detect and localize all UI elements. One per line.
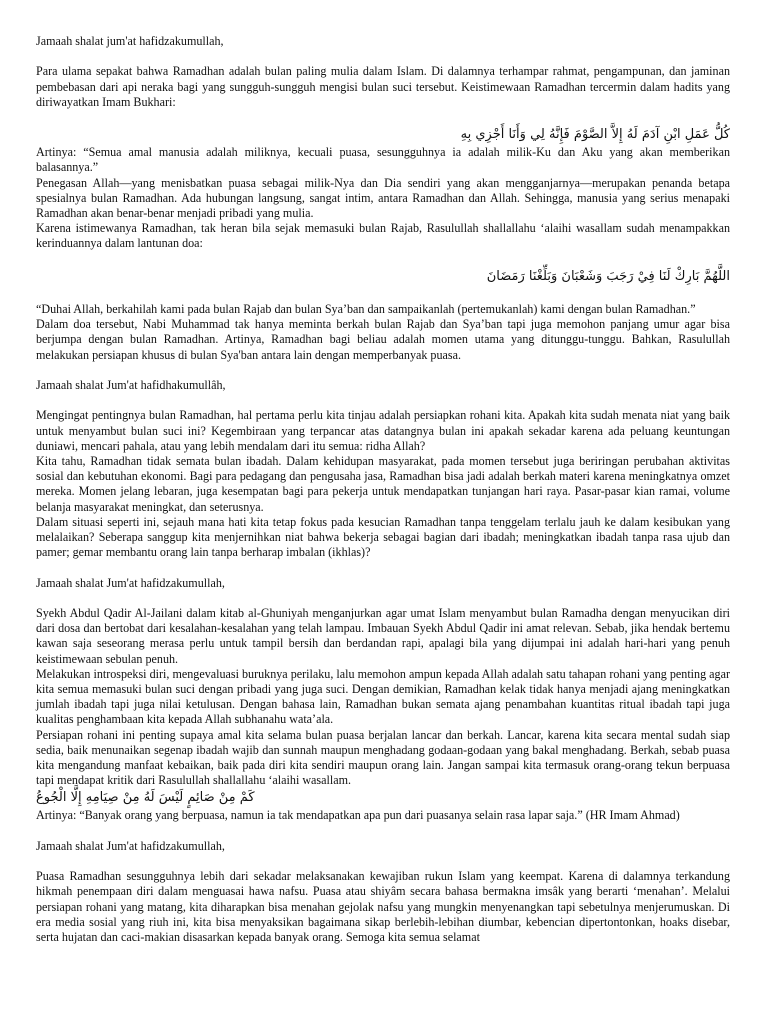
body-paragraph: Karena istimewanya Ramadhan, tak heran bila sejak memasuki bulan Rajab, Rasulullah shallallahu ‘alaihi wasallam sudah menampakkan kerinduannya dalam lantunan doa:	[36, 221, 730, 251]
paragraph-gap	[36, 49, 730, 64]
body-paragraph: Penegasan Allah—yang menisbatkan puasa sebagai milik-Nya dan Dia sendiri yang akan mengganjarnya—merupakan penanda betapa spesialnya bulan Ramadhan. Ada hubungan langsung, sangat intim, antara Ramadhan dan Allah. Sehingga, manusia yang serius menapaki Ramadhan akan benar-benar menjadi pribadi yang mulia.	[36, 175, 730, 220]
paragraph-gap	[36, 854, 730, 869]
paragraph-gap	[36, 393, 730, 408]
body-paragraph: Mengingat pentingnya bulan Ramadhan, hal pertama perlu kita tinjau adalah persiapkan rohani kita. Apakah kita sudah menata niat yang baik untuk menyambut bulan suci ini? Kegembiraan yang terpancar atas datangnya bulan ini apakah sekadar karena ada peluang keuntungan duniawi, mencari pahala, atau yang lebih mendalam dari itu semua: ridha Allah?	[36, 408, 730, 453]
paragraph-gap	[36, 824, 730, 839]
paragraph-gap	[36, 252, 730, 267]
body-paragraph: Syekh Abdul Qadir Al-Jailani dalam kitab al-Ghuniyah menganjurkan agar umat Islam menyambut bulan Ramadha dengan menyucikan diri dari dosa dan bertobat dari kesalahan-kesalahan yang telah lampau. Imbauan Syekh Abdul Qadir ini amat relevan. Sebab, jika hendak bertemu kawan saja seseorang merasa perlu untuk tampil bersih dan berdandan rapi, apalagi bila yang dijumpai ini adalah hari-hari yang penuh keistimewaan sebulan penuh.	[36, 605, 730, 666]
paragraph-gap	[36, 591, 730, 606]
body-paragraph: Dalam situasi seperti ini, sejauh mana hati kita tetap fokus pada kesucian Ramadhan tanpa tenggelam terlalu jauh ke dalam kesibukan yang melalaikan? Seberapa sanggup kita menjernihkan niat bahwa bekerja sebagai bagian dari ibadah; meningkatkan ibadah tanpa rasa ujub dan pamer; gemar membantu orang lain tanpa berharap imbalan (ikhlas)?	[36, 514, 730, 560]
body-paragraph: Persiapan rohani ini penting supaya amal kita selama bulan puasa berjalan lancar dan berkah. Lancar, karena kita secara mental sudah siap sedia, baik menunaikan segenap ibadah wajib dan sunnah maupun menghadang godaan-godaan yang bakal menghadang. Berkah, sebab puasa kita mengandung manfaat kebaikan, baik pada diri kita sendiri maupun orang lain. Jangan sampai kita termasuk orang-orang tekun berpuasa tapi mendapat kritik dari Rasulullah shallallahu ‘alaihi wasallam.	[36, 727, 730, 788]
greeting-paragraph: Jamaah shalat Jum'at hafidzakumullah,	[36, 575, 225, 590]
greeting-paragraph: Jamaah shalat Jum'at hafidhakumullâh,	[36, 377, 226, 392]
paragraph-gap	[36, 110, 730, 125]
body-paragraph: Puasa Ramadhan sesungguhnya lebih dari sekadar melaksanakan kewajiban rukun Islam yang keempat. Karena di dalamnya terkandung hikmah penempaan diri dalam menguasai hawa nafsu. Puasa atau shiyâm secara bahasa bermakna imsâk yang berarti ‘menahan’. Melalui persiapan rohani yang matang, kita diharapkan bisa menahan gejolak nafsu yang mungkin menyenangkan tapi sebetulnya menjerumuskan. Di era media sosial yang riuh ini, kita bisa menyaksikan bagaimana sikap berlebih-lebihan diumbar, kebencian dipertontonkan, hoaks disebar, serta hujatan dan caci-makian disasarkan kepada banyak orang. Semoga kita semua selamat	[36, 869, 730, 945]
arabic-hadith: كُلُّ عَمَلِ ابْنِ آدَمَ لَهُ إِلاَّ الصَّوْمَ فَإِنَّهُ لِي وَأَنَا أَجْزِي بِهِ	[460, 127, 730, 143]
translation-paragraph: “Duhai Allah, berkahilah kami pada bulan Rajab dan bulan Sya’ban dan sampaikanlah (pertemukanlah) kami dengan bulan Ramadhan.”	[36, 301, 696, 316]
arabic-hadith: كَمْ مِنْ صَائِمٍ لَيْسَ لَهُ مِنْ صِيَامِهِ إِلَّا الْجُوعُ	[36, 790, 255, 806]
body-paragraph: Melakukan introspeksi diri, mengevaluasi buruknya perilaku, lalu memohon ampun kepada Allah adalah satu tahapan rohani yang penting agar kita semua memasuki bulan suci dengan pribadi yang juga suci. Dengan demikian, Ramadhan kelak tidak hanya menjadi ajang meningkatkan jumlah ibadah tapi juga nilai ketulusan. Dengan bahasa lain, Ramadhan bukan semata ajang penambahan kuantitas ritual ibadah tapi juga kualitas penghambaan kita kepada Allah subhanahu wata’ala.	[36, 666, 730, 727]
paragraph-gap	[36, 363, 730, 378]
arabic-prayer: اللَّهُمَّ بَارِكْ لَنَا فِيْ رَجَبَ وَشَعْبَانَ وَبَلِّغْنَا رَمَضَانَ	[486, 268, 730, 284]
body-paragraph: Para ulama sepakat bahwa Ramadhan adalah bulan paling mulia dalam Islam. Di dalamnya terhampar rahmat, pengampunan, dan jaminan pembebasan dari api neraka bagi yang sungguh-sungguh mengisi bulan suci tersebut. Keistimewaan Ramadhan tercermin dalam hadits yang diriwayatkan Imam Bukhari:	[36, 64, 730, 109]
greeting-paragraph: Jamaah shalat Jum'at hafidzakumullah,	[36, 838, 225, 853]
body-paragraph: Kita tahu, Ramadhan tidak semata bulan ibadah. Dalam kehidupan masyarakat, pada momen tersebut juga beriringan perubahan aktivitas sosial dan kebutuhan ekonomi. Bagi para pedagang dan pengusaha jasa, Ramadhan bisa jadi adalah berkah materi karena meningkatnya omzet mereka. Momen jelang lebaran, juga kesempatan bagi para pekerja untuk mendapatkan tunjangan hari raya. Pasar-pasar kian ramai, volume belanja masyarakat meningkat, dan seterusnya.	[36, 453, 730, 514]
translation-paragraph: Artinya: “Semua amal manusia adalah miliknya, kecuali puasa, sesungguhnya ia adalah milik-Ku dan Aku yang akan memberikan balasannya.”	[36, 145, 730, 175]
document-page	[36, 34, 730, 945]
paragraph-gap	[36, 287, 730, 302]
greeting-paragraph: Jamaah shalat jum'at hafidzakumullah,	[36, 34, 224, 48]
paragraph-gap	[36, 560, 730, 575]
translation-paragraph: Artinya: “Banyak orang yang berpuasa, namun ia tak mendapatkan apa pun dari puasanya selain rasa lapar saja.” (HR Imam Ahmad)	[36, 808, 680, 823]
body-paragraph: Dalam doa tersebut, Nabi Muhammad tak hanya meminta berkah bulan Rajab dan Sya’ban tapi juga memohon panjang umur agar bisa berjumpa dengan bulan Ramadhan. Artinya, Ramadhan bagi beliau adalah momen utama yang ditunggu-tunggu. Bahkan, Rasulullah melakukan persiapan khusus di bulan Sya'ban antara lain dengan memperbanyak puasa.	[36, 317, 730, 362]
